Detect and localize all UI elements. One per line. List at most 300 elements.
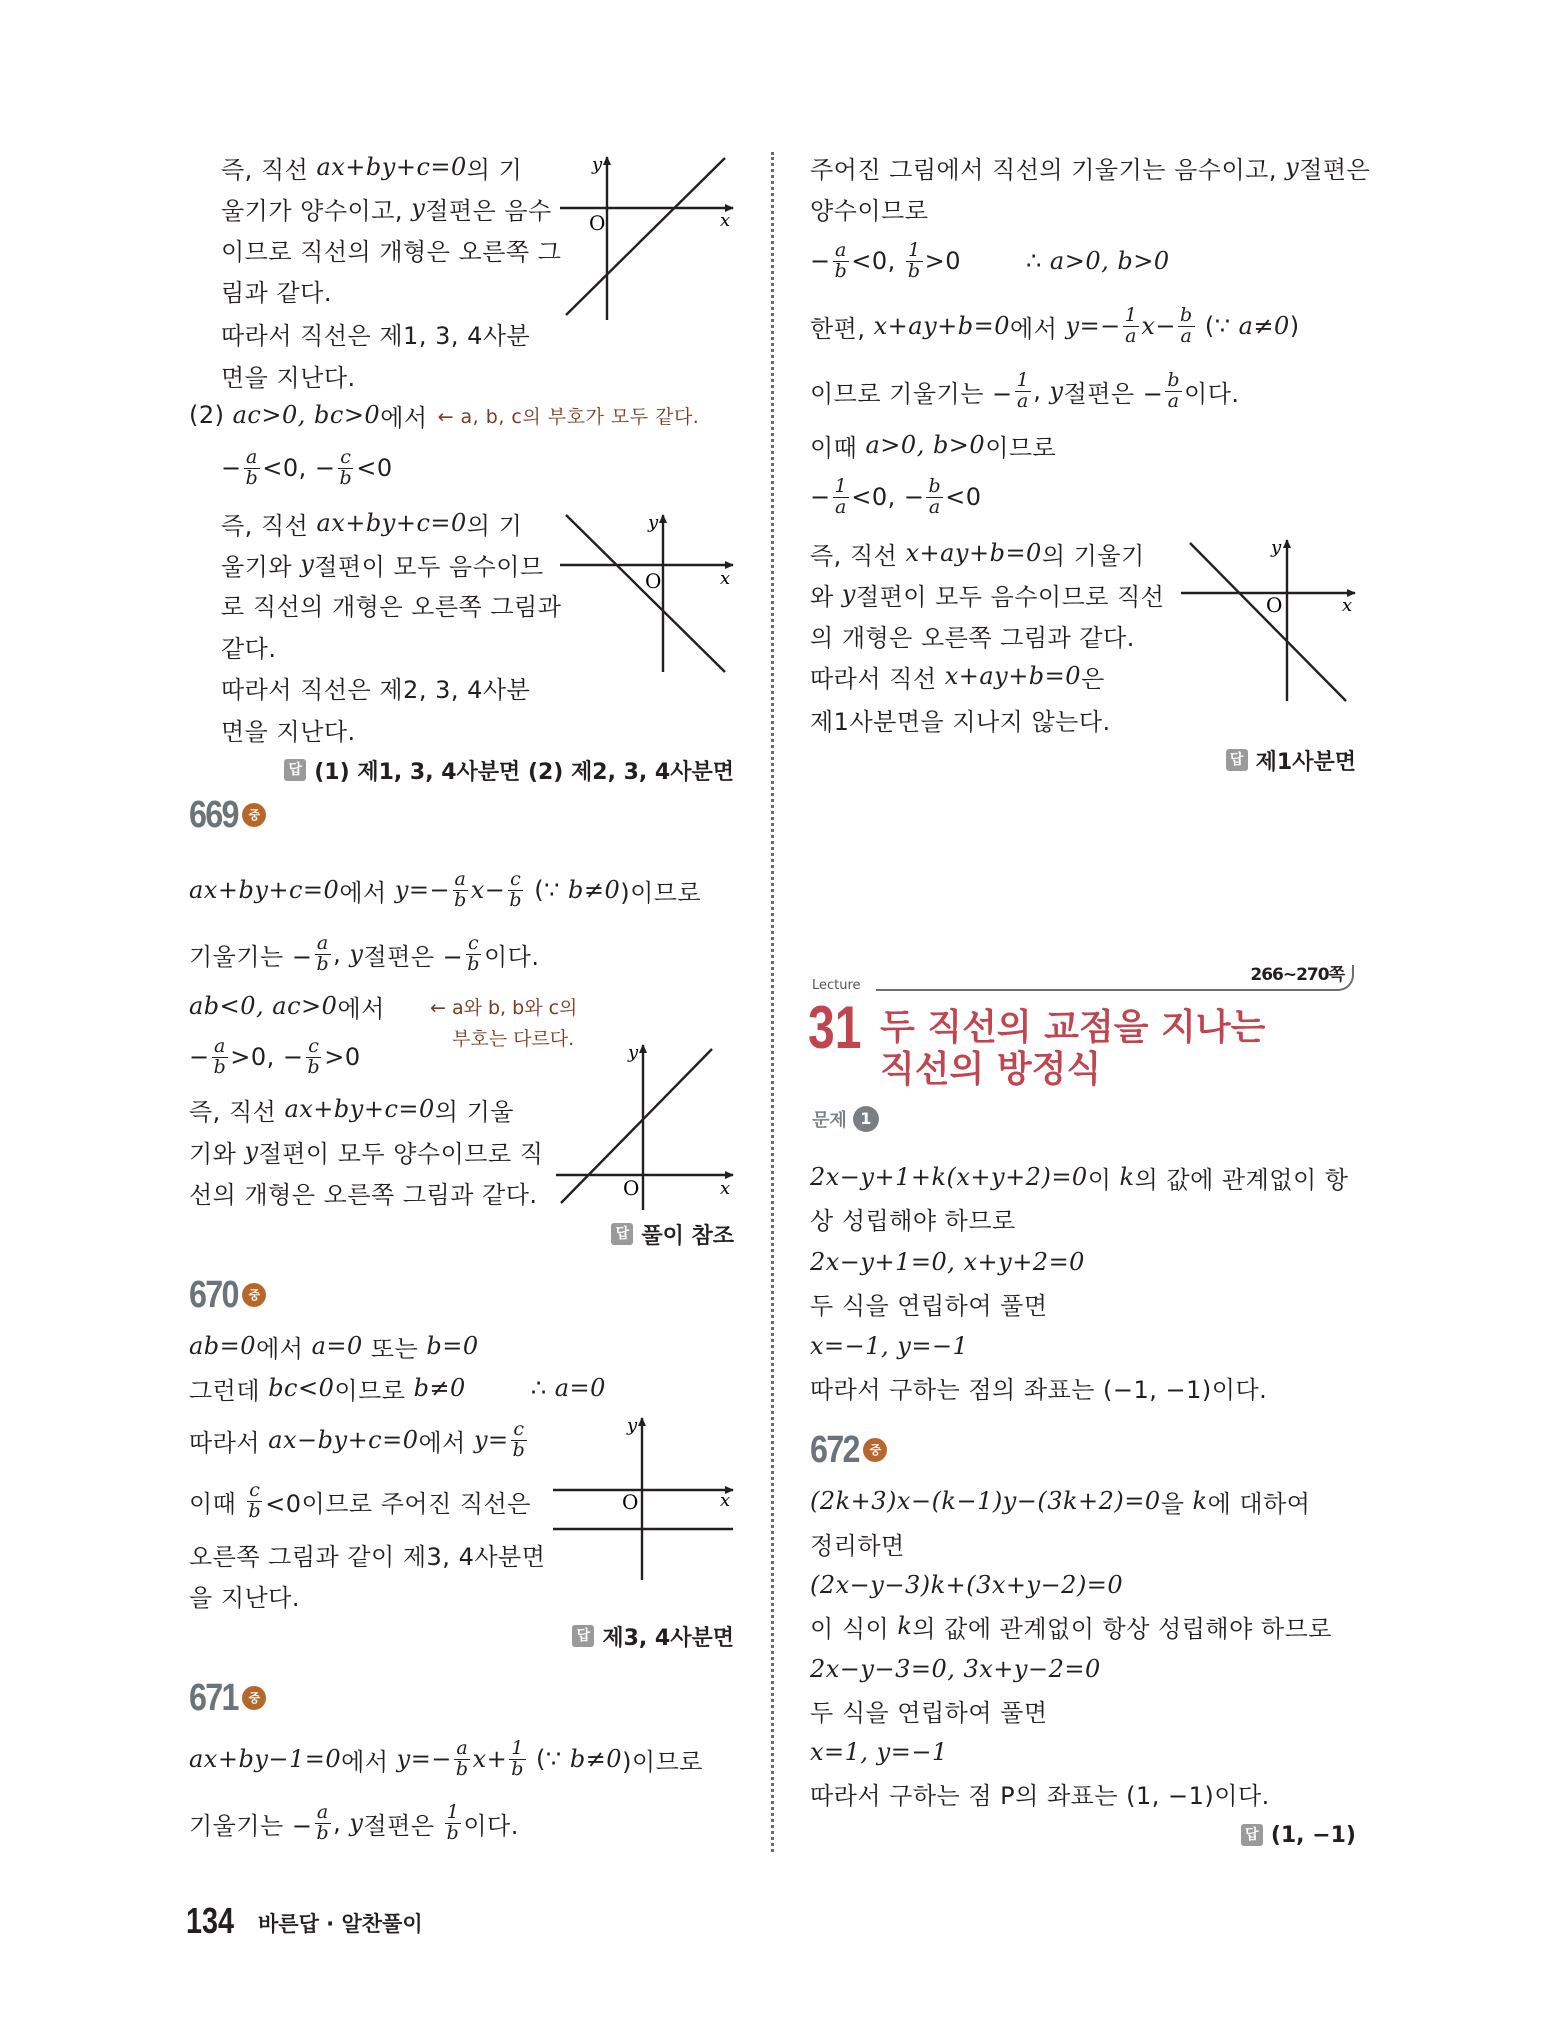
text: ,: [333, 940, 350, 968]
solution-line: [810, 297, 1300, 355]
solution-line: [810, 536, 1145, 570]
solution-line: [189, 1578, 300, 1612]
fraction-numerator: 1: [834, 474, 848, 497]
lecture-title-line-1: 두 직선의 교점을 지나는: [880, 1007, 1266, 1048]
math-expression: ax+by+c=0: [316, 153, 467, 181]
math-expression: y: [244, 1137, 259, 1165]
math-expression: k: [1192, 1487, 1208, 1515]
example-label: 문제: [812, 1110, 847, 1131]
text: 의 값에 관계없이 항상 성립해야 하므로: [912, 1614, 1332, 1643]
fraction-numerator: c: [340, 445, 352, 468]
solution-line: [810, 1370, 1267, 1404]
math-expression: x−: [470, 876, 506, 904]
fraction: [926, 474, 943, 518]
fraction: [833, 474, 850, 518]
text: 따라서 직선: [810, 664, 945, 693]
text: <0, −: [262, 454, 336, 482]
solution-line: [810, 1329, 968, 1363]
fraction-denominator: b: [834, 259, 848, 282]
math-expression: y: [1285, 153, 1300, 181]
text: 의 기울기: [1041, 541, 1145, 570]
fraction-numerator: b: [1167, 368, 1181, 391]
fraction: [509, 1736, 526, 1780]
text: 이므로: [985, 433, 1057, 462]
text: 을 지난다.: [189, 1583, 300, 1612]
solution-line: [810, 150, 1370, 184]
text: −: [810, 483, 831, 511]
math-expression: y: [841, 580, 856, 608]
text: (∵: [1196, 312, 1239, 340]
solution-line: [189, 925, 539, 983]
text: 절편이 모두 양수이므로 직: [258, 1139, 544, 1168]
graph-line: [1190, 543, 1346, 701]
solution-line: [189, 398, 699, 432]
origin-label: O: [589, 211, 606, 235]
text: 두 식을 연립하여 풀면: [810, 1698, 1048, 1727]
fraction-numerator: c: [468, 931, 480, 954]
problem-heading-670: [189, 1273, 266, 1317]
math-expression: b=0: [426, 1332, 479, 1360]
solution-line: [189, 1537, 545, 1571]
math-expression: x=1, y=−1: [810, 1738, 948, 1766]
graph-670: [553, 1418, 733, 1580]
fraction: [247, 1478, 264, 1522]
x-axis-label: x: [1342, 595, 1353, 616]
math-expression: x+ay+b=0: [944, 662, 1082, 690]
fraction-numerator: a: [214, 1034, 226, 1057]
fraction-numerator: a: [456, 1736, 469, 1759]
text: >0: [324, 1043, 361, 1071]
fraction-numerator: 1: [511, 1736, 524, 1759]
fraction-numerator: c: [510, 867, 522, 890]
math-expression: y: [349, 1809, 364, 1837]
text: )이므로: [622, 1747, 703, 1776]
text: 에 대하여: [1207, 1489, 1311, 1518]
text: ∴: [465, 1374, 555, 1402]
text: 절편이 모두 음수이므로 직선: [855, 582, 1165, 611]
text: 을: [1160, 1489, 1193, 1518]
solution-line: [221, 629, 277, 663]
text: 주어진 그림에서 직선의 기울기는 음수이고,: [810, 155, 1286, 184]
answer: [1226, 743, 1356, 777]
fraction: [1178, 303, 1195, 347]
solution-line: [189, 1175, 538, 1209]
fraction-numerator: a: [835, 238, 847, 261]
math-expression: 2x−y−3=0, 3x+y−2=0: [810, 1655, 1101, 1683]
math-expression: 2x−y+1+k(x+y+2)=0: [810, 1163, 1088, 1191]
text: 절편은 −: [363, 942, 464, 971]
fraction-numerator: c: [249, 1478, 261, 1501]
answer-text: 제1사분면: [1255, 749, 1356, 775]
fraction-numerator: 1: [1016, 368, 1030, 391]
fraction-denominator: b: [454, 888, 467, 911]
margin-note: ← a와 b, b와 c의: [430, 996, 578, 1019]
solution-line: [221, 273, 332, 307]
fraction-numerator: a: [316, 1800, 329, 1823]
fraction: [833, 238, 850, 282]
text: 울기와: [221, 552, 301, 581]
fraction-denominator: a: [834, 495, 847, 518]
solution-line: [810, 1652, 1101, 1686]
math-expression: bc<0: [268, 1374, 335, 1402]
text: −: [189, 1043, 210, 1071]
graph-671: [1181, 540, 1355, 701]
answer: [1241, 1818, 1356, 1852]
math-expression: a=0: [554, 1374, 606, 1402]
origin-label: O: [645, 569, 662, 593]
math-expression: a=0: [311, 1332, 363, 1360]
solution-line: [810, 428, 1056, 462]
fraction: [212, 1034, 229, 1078]
text: 이다.: [463, 1811, 519, 1840]
math-expression: y=−: [1065, 312, 1121, 340]
text: 에서: [256, 1334, 312, 1363]
fraction: [511, 1417, 528, 1461]
text: 에서: [337, 994, 385, 1023]
text: 면을 지난다.: [221, 717, 356, 746]
y-axis-label: y: [1271, 537, 1282, 558]
text: <0, −: [851, 483, 925, 511]
answer-text: (1) 제1, 3, 4사분면 (2) 제2, 3, 4사분면: [314, 759, 734, 785]
solution-line: [810, 1526, 905, 1560]
text: 정리하면: [810, 1531, 905, 1560]
lecture-label: Lecture: [812, 978, 861, 993]
text: ,: [1033, 377, 1050, 405]
text: 절편은 −: [1063, 379, 1164, 408]
fraction-denominator: a: [1017, 389, 1029, 412]
answer: [611, 1217, 734, 1251]
solution-line: [810, 1484, 1310, 1518]
origin-label: O: [1266, 593, 1283, 617]
solution-line: [221, 670, 530, 704]
solution-line: [810, 1568, 1123, 1602]
fraction: [244, 445, 261, 489]
math-expression: b≠0: [567, 876, 621, 904]
y-axis-label: y: [627, 1415, 638, 1436]
solution-line: [810, 468, 982, 526]
problem-number: 669: [189, 793, 238, 836]
x-axis-label: x: [720, 210, 731, 231]
fraction: [452, 867, 469, 911]
fraction-numerator: b: [1180, 303, 1193, 326]
text: 기와: [189, 1139, 245, 1168]
math-expression: x+: [472, 1745, 508, 1773]
solution-line: [810, 232, 1170, 290]
solution-line: [189, 1411, 529, 1469]
solution-line: [189, 1134, 543, 1168]
fraction-numerator: a: [454, 867, 467, 890]
text: 의 기: [466, 155, 523, 184]
problem-number: 672: [810, 1428, 859, 1471]
fraction-denominator: b: [339, 466, 353, 489]
math-expression: y=−: [394, 876, 451, 904]
text: (2): [189, 401, 233, 429]
text: 림과 같다.: [221, 278, 332, 307]
fraction-numerator: 1: [446, 1800, 460, 1823]
solution-line: [810, 659, 1105, 693]
text: 양수이므로: [810, 196, 929, 225]
solution-line: [221, 232, 561, 266]
text: 따라서 구하는 점의 좌표는 (−1, −1)이다.: [810, 1375, 1268, 1404]
lecture-title-line-2: 직선의 방정식: [880, 1049, 1102, 1090]
fraction-denominator: b: [307, 1055, 321, 1078]
math-expression: ab=0: [189, 1332, 257, 1360]
fraction: [314, 931, 331, 975]
solution-line: [810, 1735, 948, 1769]
fraction-numerator: c: [308, 1034, 320, 1057]
solution-line: [189, 1371, 606, 1405]
fraction-denominator: b: [245, 466, 259, 489]
fraction: [1123, 303, 1140, 347]
origin-label: O: [622, 1490, 639, 1514]
text: 따라서: [189, 1428, 269, 1457]
solution-line: [810, 1201, 1016, 1235]
solution-line: [221, 150, 522, 184]
solution-line: [221, 191, 552, 225]
solution-line: [810, 362, 1240, 420]
math-expression: y: [411, 194, 426, 222]
fraction-denominator: a: [1180, 324, 1193, 347]
math-expression: x+ay+b=0: [905, 539, 1042, 567]
math-expression: ax+by+c=0: [189, 876, 340, 904]
example-number: 1: [853, 1106, 879, 1132]
text: 따라서 구하는 점 P의 좌표는 (1, −1)이다.: [810, 1781, 1270, 1810]
text: 에서: [341, 1747, 397, 1776]
text: 와: [810, 582, 842, 611]
fraction-denominator: b: [509, 888, 523, 911]
solution-line: [810, 1245, 1085, 1279]
text: 이므로 직선의 개형은 오른쪽 그: [221, 237, 562, 266]
text: 에서: [380, 403, 428, 432]
text: 상 성립해야 하므로: [810, 1206, 1016, 1235]
text: 의 값에 관계없이 항: [1134, 1165, 1349, 1194]
fraction: [465, 931, 482, 975]
text: 따라서 직선은 제2, 3, 4사분: [221, 675, 531, 704]
text: 절편이 모두 음수이므: [314, 552, 544, 581]
solution-line: [221, 316, 530, 350]
answer: [284, 753, 734, 787]
text: 즉, 직선: [221, 155, 317, 184]
solution-line: [221, 439, 393, 497]
text: 에서: [418, 1428, 474, 1457]
solution-line: [189, 1794, 519, 1852]
solution-line: [189, 1730, 703, 1788]
answer-text: 제3, 4사분면: [602, 1625, 734, 1651]
fraction: [454, 1736, 471, 1780]
example-heading: [812, 1106, 879, 1132]
text: 기울기는 −: [189, 1811, 313, 1840]
fraction-denominator: b: [512, 1438, 526, 1461]
text: 절편은 음수: [425, 196, 552, 225]
difficulty-badge: 중: [242, 803, 266, 827]
text: 즉, 직선: [810, 541, 906, 570]
text: 의 개형은 오른쪽 그림과 같다.: [810, 623, 1135, 652]
text: )이므로: [620, 878, 702, 907]
text: 같다.: [221, 634, 277, 663]
answer-text: (1, −1): [1270, 1822, 1356, 1848]
text: 즉, 직선: [189, 1097, 285, 1126]
math-expression: y=: [474, 1426, 509, 1454]
solution-line: [810, 191, 928, 225]
math-expression: ax−by+c=0: [268, 1426, 419, 1454]
math-expression: y: [300, 550, 315, 578]
solution-line: [221, 506, 522, 540]
math-expression: ac>0, bc>0: [232, 401, 381, 429]
math-expression: k: [1119, 1163, 1135, 1191]
text: ): [1289, 312, 1300, 340]
graph-668-2: [560, 515, 733, 672]
solution-line: [189, 989, 385, 1023]
text: (∵: [526, 876, 568, 904]
solution-line: [810, 1693, 1048, 1727]
solution-line: [810, 618, 1135, 652]
text: 울기가 양수이고,: [221, 196, 412, 225]
fraction-denominator: b: [511, 1757, 524, 1780]
lecture-rule: [876, 965, 1354, 991]
fraction-denominator: b: [467, 952, 480, 975]
solution-line: [810, 1286, 1048, 1320]
solution-line: [189, 1092, 514, 1126]
math-expression: (2x−y−3)k+(3x+y−2)=0: [810, 1571, 1124, 1599]
fraction-numerator: c: [513, 1417, 525, 1440]
text: 오른쪽 그림과 같이 제3, 4사분면: [189, 1542, 546, 1571]
math-expression: ax+by−1=0: [189, 1745, 342, 1773]
text: >0, −: [230, 1043, 304, 1071]
solution-line: [189, 861, 701, 919]
math-expression: ab<0, ac>0: [189, 992, 338, 1020]
text: 절편은: [363, 1811, 443, 1840]
margin-note: 부호는 다르다.: [452, 1027, 575, 1050]
solution-line: [810, 702, 1111, 736]
text: 면을 지난다.: [221, 363, 356, 392]
text: 이 식이: [810, 1614, 898, 1643]
math-expression: x+ay+b=0: [873, 312, 1011, 340]
problem-heading-672: [810, 1428, 887, 1472]
text: 이: [1087, 1165, 1120, 1194]
solution-line: [221, 712, 356, 746]
solution-line: [810, 1160, 1348, 1194]
text: 그런데: [189, 1376, 269, 1405]
answer-marker: 답: [572, 1625, 594, 1647]
y-axis-label: y: [592, 154, 603, 175]
fraction: [1165, 368, 1182, 412]
fraction-denominator: a: [1125, 324, 1137, 347]
problem-heading-669: [189, 793, 266, 837]
text: 한편,: [810, 314, 874, 343]
fraction-denominator: a: [1167, 389, 1180, 412]
y-axis-label: y: [648, 512, 659, 533]
x-axis-label: x: [720, 568, 731, 589]
text: >0 ∴: [924, 247, 1050, 275]
solution-line: [221, 358, 356, 392]
text: 제1사분면을 지나지 않는다.: [810, 707, 1111, 736]
solution-line: [189, 1472, 531, 1530]
math-expression: b≠0: [413, 1374, 466, 1402]
text: 에서: [339, 878, 395, 907]
math-expression: b≠0: [569, 1745, 623, 1773]
answer-marker: 답: [1241, 1824, 1263, 1846]
graph-line: [566, 515, 725, 672]
fraction: [1015, 368, 1032, 412]
answer-marker: 답: [611, 1223, 633, 1245]
problem-heading-671: [189, 1676, 266, 1720]
text: <0: [356, 454, 393, 482]
solution-line: [810, 577, 1165, 611]
solution-line: [810, 1776, 1270, 1810]
graph-669: [556, 1045, 733, 1210]
text: <0이므로 주어진 직선은: [265, 1489, 531, 1518]
fraction-numerator: a: [316, 931, 329, 954]
fraction: [507, 867, 524, 911]
fraction-denominator: b: [907, 259, 921, 282]
fraction: [314, 1800, 331, 1844]
math-expression: y: [349, 940, 364, 968]
fraction: [445, 1800, 462, 1844]
text: 기울기는 −: [189, 942, 313, 971]
fraction-numerator: 1: [1124, 303, 1138, 326]
math-expression: ax+by+c=0: [316, 509, 467, 537]
difficulty-badge: 중: [242, 1283, 266, 1307]
problem-number: 671: [189, 1676, 238, 1719]
x-axis-label: x: [720, 1490, 731, 1511]
text: 에서: [1010, 314, 1066, 343]
solution-line: [810, 1609, 1332, 1643]
origin-label: O: [623, 1176, 640, 1200]
math-expression: a>0, b>0: [865, 431, 986, 459]
difficulty-badge: 중: [242, 1686, 266, 1710]
lecture-number: 31: [808, 994, 862, 1061]
solution-line: [221, 587, 561, 621]
solution-line: [221, 547, 544, 581]
math-expression: a>0, b>0: [1049, 247, 1170, 275]
text: 이므로 기울기는 −: [810, 379, 1013, 408]
fraction: [306, 1034, 323, 1078]
math-expression: y: [1049, 377, 1064, 405]
difficulty-badge: 중: [863, 1438, 887, 1462]
text: 선의 개형은 오른쪽 그림과 같다.: [189, 1180, 538, 1209]
answer: [572, 1619, 734, 1653]
text: 이때: [189, 1489, 245, 1518]
graph-line: [566, 158, 725, 315]
answer-text: 풀이 참조: [641, 1223, 734, 1249]
fraction-numerator: a: [246, 445, 258, 468]
text: <0: [945, 483, 982, 511]
text: 따라서 직선은 제1, 3, 4사분: [221, 321, 531, 350]
fraction-numerator: 1: [907, 238, 921, 261]
graph-668-1: [560, 157, 733, 320]
fraction: [338, 445, 355, 489]
answer-marker: 답: [1226, 749, 1248, 771]
text: 이다.: [1184, 379, 1240, 408]
x-axis-label: x: [720, 1178, 731, 1199]
math-expression: x−: [1141, 312, 1177, 340]
math-expression: y=−: [396, 1745, 452, 1773]
fraction: [906, 238, 923, 282]
text: 로 직선의 개형은 오른쪽 그림과: [221, 592, 562, 621]
solution-line: [189, 1028, 361, 1086]
text: 이때: [810, 433, 866, 462]
fraction-denominator: b: [316, 1821, 330, 1844]
fraction-denominator: a: [928, 495, 941, 518]
book-title: 바른답 · 알찬풀이: [258, 1912, 423, 1936]
text: <0,: [851, 247, 904, 275]
fraction-denominator: b: [316, 952, 330, 975]
math-expression: a≠0: [1238, 312, 1290, 340]
text: −: [221, 454, 242, 482]
math-expression: (2k+3)x−(k−1)y−(3k+2)=0: [810, 1487, 1161, 1515]
text: 또는: [362, 1334, 427, 1363]
fraction-numerator: b: [928, 474, 942, 497]
